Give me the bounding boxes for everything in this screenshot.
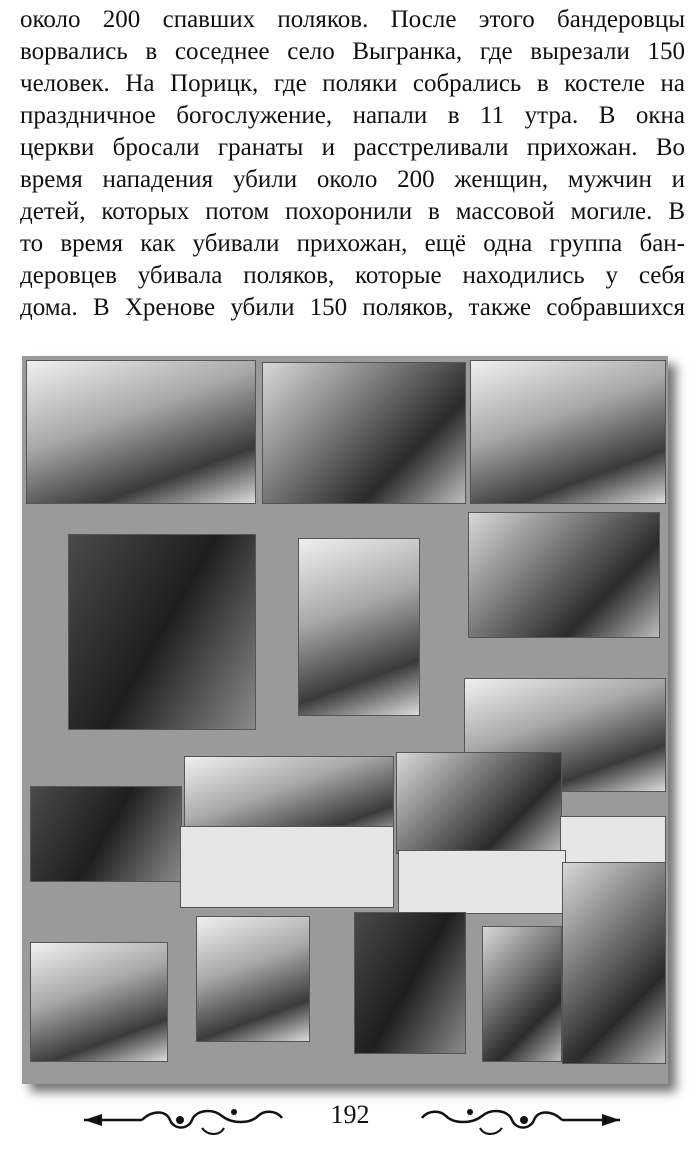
collage-photo [470, 360, 666, 504]
photo-caption [186, 1044, 336, 1074]
photo-caption [258, 714, 436, 744]
text-line: праздничное богослужение, напали в 11 утра. В окна [20, 102, 685, 129]
photo-caption [262, 504, 462, 524]
text-line: церкви бросали гранаты и расстреливали прихожан. Во [20, 134, 685, 161]
photo-collage [22, 356, 668, 1084]
text-line: время нападения убили около 200 женщин, мужчин и [20, 166, 685, 193]
photo-caption [336, 1056, 476, 1076]
text-line: человек. На Порицк, где поляки собрались в костеле на [20, 70, 685, 97]
photo-caption [26, 504, 254, 524]
text-line: деровцев убивала поляков, которые находились у себя [20, 262, 685, 289]
body-text [20, 4, 685, 324]
collage-photo [30, 786, 182, 882]
photo-caption [30, 1062, 166, 1080]
text-line: около 200 спавших поляков. После этого бандеровцы [20, 6, 685, 33]
collage-photo [26, 360, 256, 504]
collage-photo [482, 926, 562, 1062]
page-number: 192 [330, 1100, 370, 1129]
text-line: то время как убивали прихожан, ещё одна группа бан- [20, 230, 685, 257]
text-line: детей, которых потом похоронили в массовой могиле. В [20, 198, 685, 225]
text-line: ворвались в соседнее село Выгранка, где вырезали 150 [20, 38, 685, 65]
collage-photo [196, 916, 310, 1042]
collage-photo [68, 534, 256, 730]
collage-photo [562, 862, 666, 1064]
right-ornament [412, 1098, 622, 1138]
collage-photo [468, 512, 660, 638]
collage-photo [298, 538, 420, 716]
photo-caption [30, 884, 180, 924]
collage-document [560, 816, 666, 866]
collage-document [180, 826, 394, 908]
collage-photo [262, 362, 466, 504]
photo-caption [482, 1062, 662, 1082]
photo-caption [468, 638, 658, 664]
collage-photo [354, 912, 466, 1054]
collage-photo [396, 752, 562, 854]
text-line: дома. В Хренове убили 150 поляков, также собравшихся [20, 294, 685, 321]
collage-photo [30, 942, 168, 1062]
collage-document [398, 850, 566, 914]
